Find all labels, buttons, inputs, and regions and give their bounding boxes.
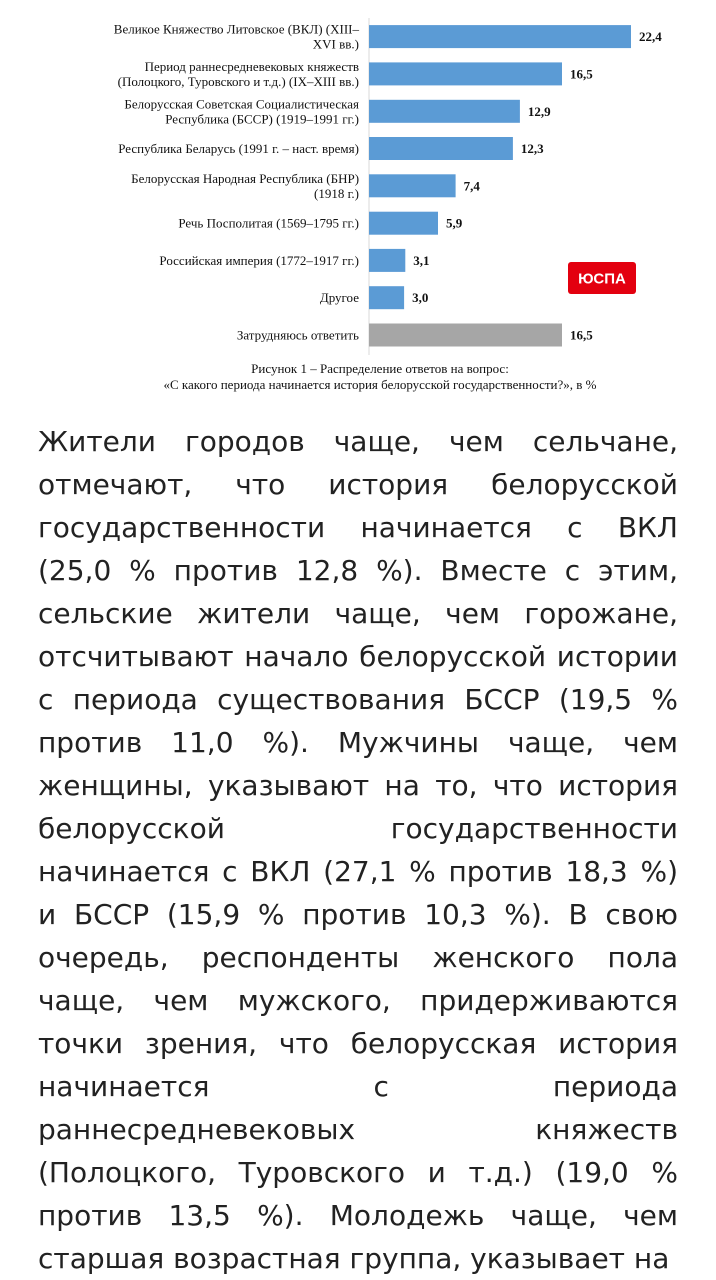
watermark-badge-text: ЮСПА [578,270,626,288]
bar-value-label-9: 16,5 [570,327,593,343]
watermark-badge [568,262,636,294]
bar-7 [369,249,405,272]
bar-value-label-6: 5,9 [446,215,463,231]
bar-value-label-1: 22,4 [639,29,662,45]
bar-value-label-3: 12,9 [527,103,551,119]
category-label-6: Речь Посполитая (1569–1795 гг.) [178,215,360,231]
category-label-4: Республика Беларусь (1991 г. – наст. время) [118,141,359,156]
bar-value-label-4: 12,3 [520,141,544,156]
bar-4 [369,137,513,160]
bar-1 [369,25,631,48]
bar-chart [0,0,716,410]
bar-5 [369,174,456,197]
category-label-5: Белорусская Народная Республика (БНР) (1918 г.) [131,170,360,201]
bar-value-label-5: 7,4 [463,178,480,194]
category-label-8: Другое [319,290,359,306]
category-label-7: Российская империя (1772–1917 гг.) [159,252,359,268]
bar-8 [369,286,404,309]
category-label-3: Белорусская Советская Социалистическая Республика (БССР) (1919–1991 гг.) [124,96,359,127]
bar-value-label-2: 16,5 [570,66,593,82]
category-label-1: Великое Княжество Литовское (ВКЛ) (XIII– XVI вв.) [113,21,360,52]
bar-value-label-7: 3,1 [413,252,430,268]
category-label-2: Период раннесредневековых княжеств (Полоцкого, Туровского и т.д.) (IX–XIII вв.) [117,58,360,89]
chart-caption-line-1: Рисунок 1 – Распределение ответов на вопрос: [251,361,509,376]
bar-3 [369,100,520,123]
category-label-9: Затрудняюсь ответить [236,327,359,343]
bar-6 [369,212,438,235]
article-paragraph: Жители городов чаще, чем сельчане, отмечают, что история белорусской государственности начинается с ВКЛ (25,0 % против 12,8 %). Вместе с этим, сельские жители чаще, чем горожане, отсчитывают начало белорусской истории с периода существования БССР (19,5 % против 11,0 %). Мужчины чаще, чем женщины, указывают на то, что история белорусской государственности начинается с ВКЛ (27,1 % против 18,3 %) и БССР (15,9 % против 10,3 %). В свою очередь, респонденты женского пола чаще, чем мужского, придерживаются точки зрения, что белорусская история начинается с периода раннесредневековых княжеств (Полоцкого, Туровского и т.д.) (19,0 % против 13,5 %). Молодежь чаще, чем старшая возрастная группа, указывает на [38,425,678,1275]
chart-caption-line-2: «С какого периода начинается история белорусской государственности?», в % [163,377,597,392]
bar-9 [369,324,562,347]
bar-2 [369,62,562,85]
bar-value-label-8: 3,0 [412,290,429,306]
